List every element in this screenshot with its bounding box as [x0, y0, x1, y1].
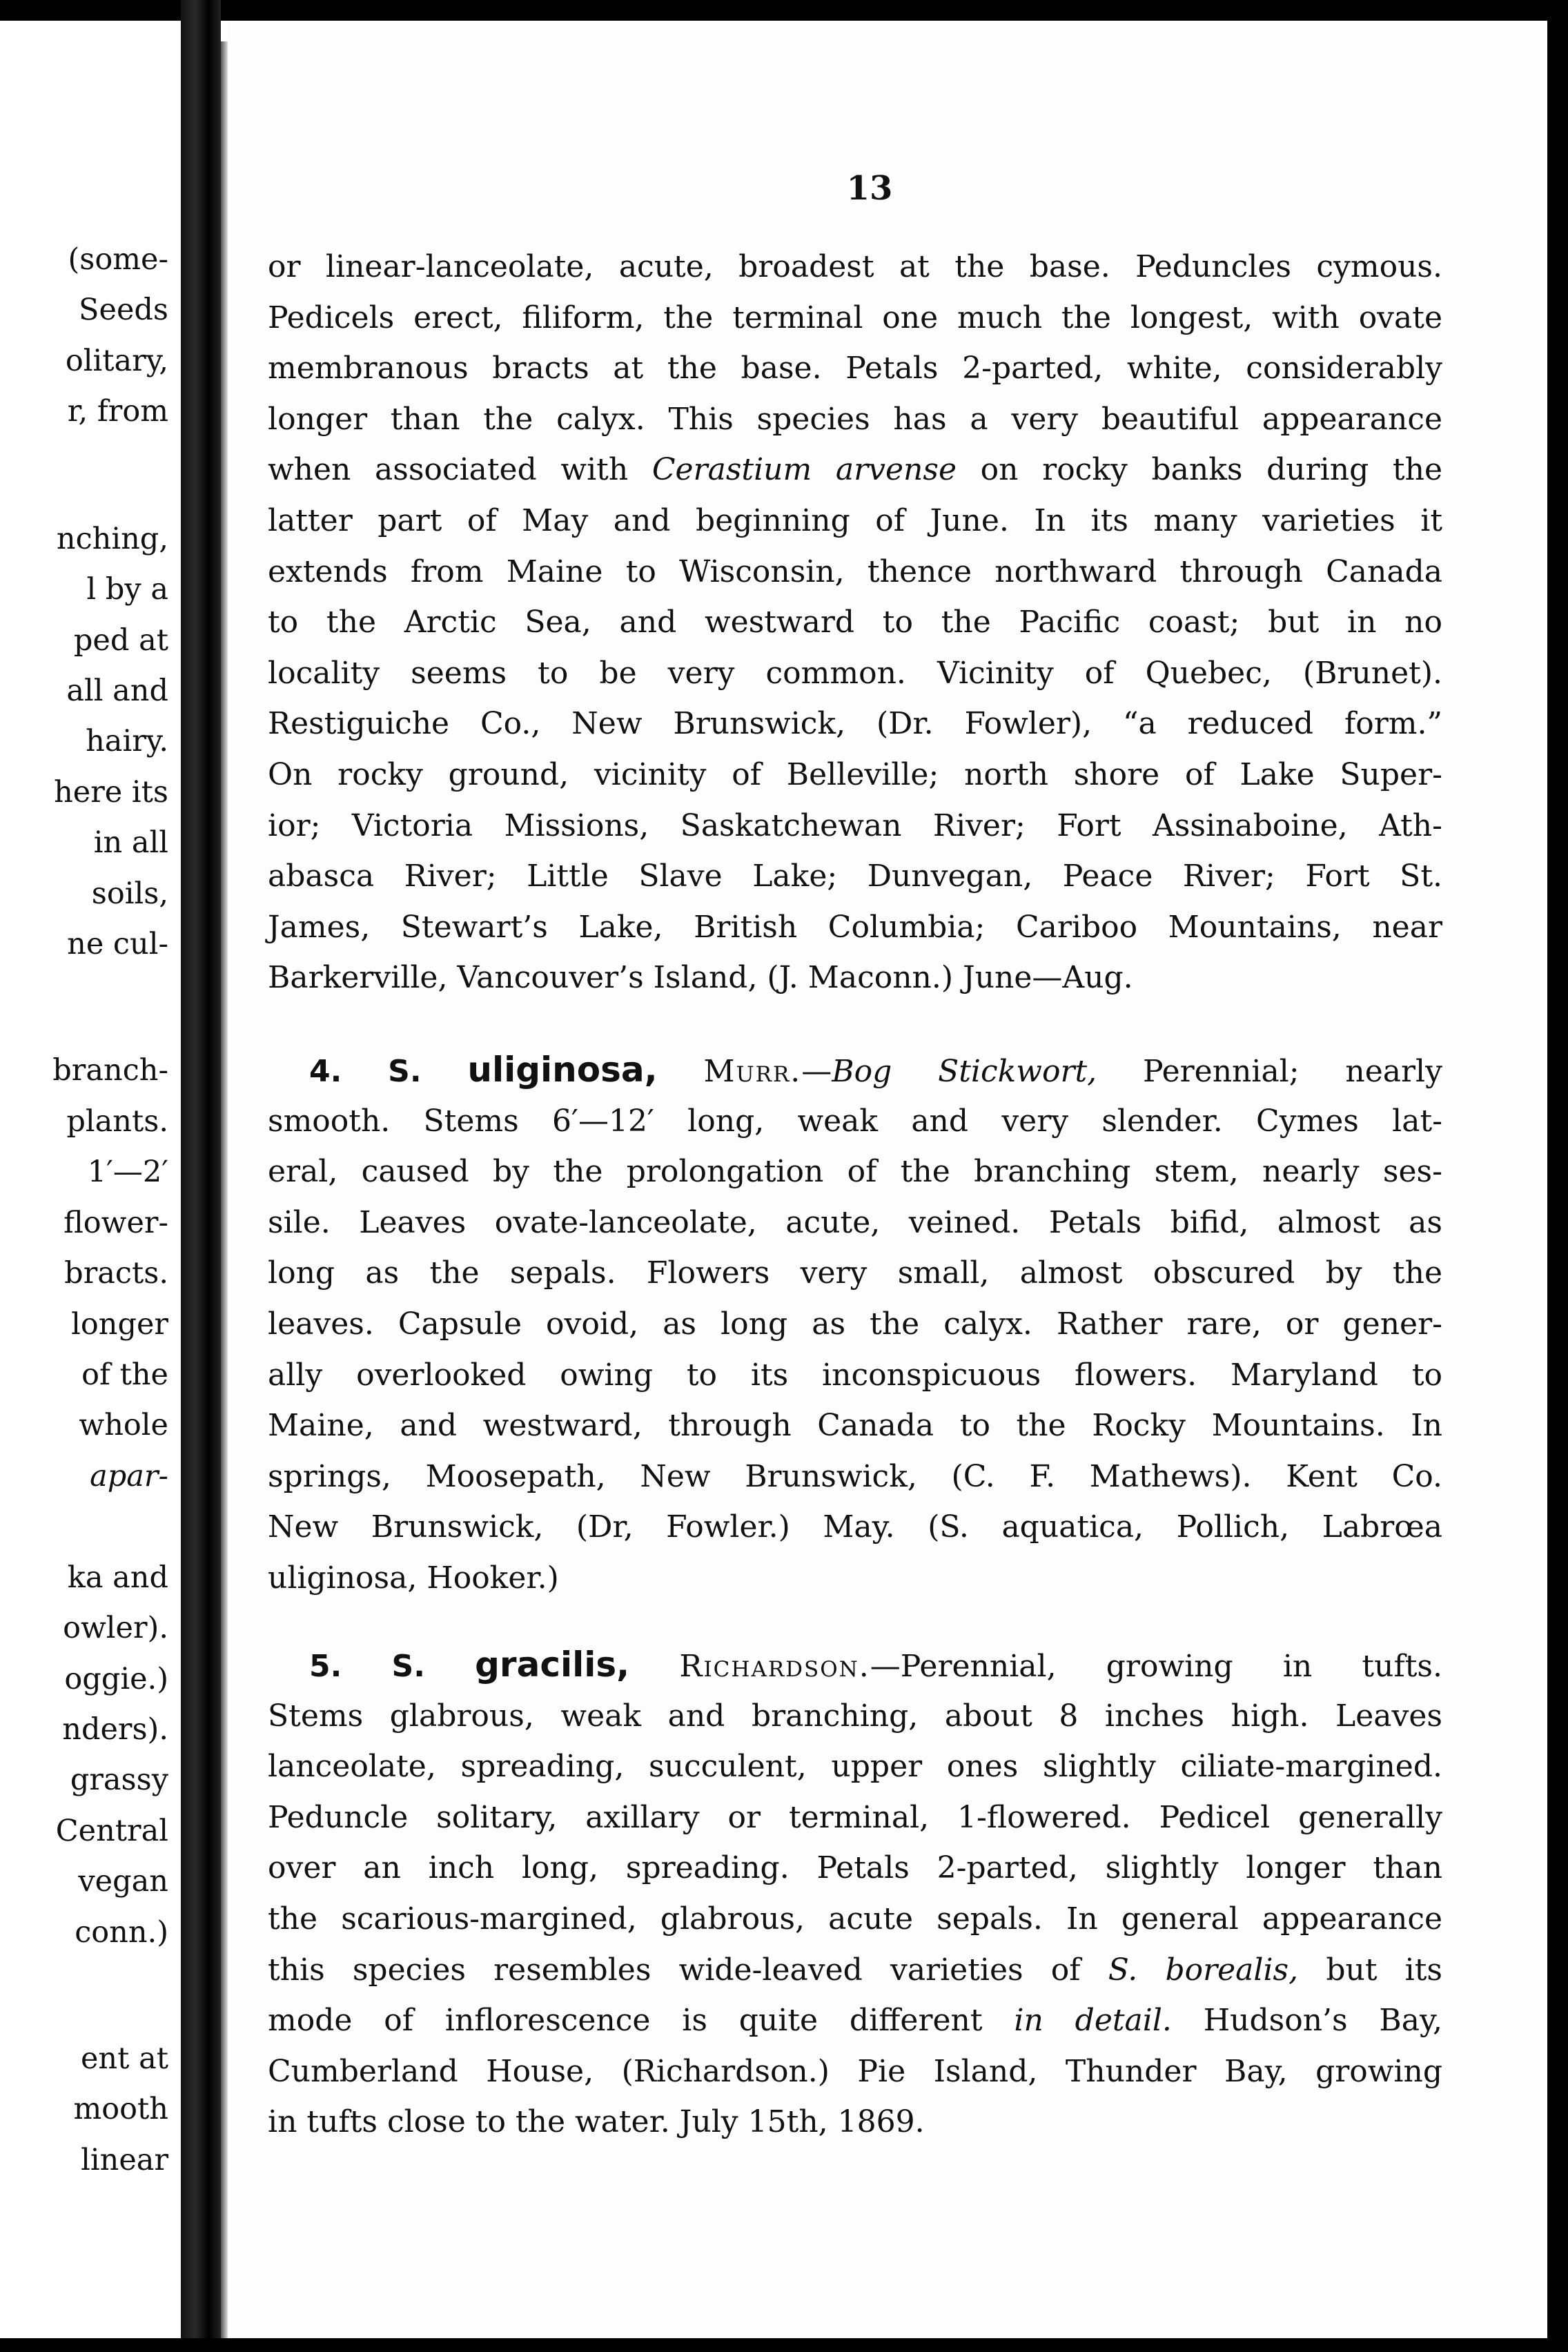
- text-line: lanceolate, spreading, succulent, upper ones slightly ciliate-margined.: [268, 1749, 1442, 1785]
- text-run: —Perennial, growing in tufts.: [870, 1649, 1442, 1684]
- species-entry-gracilis: [268, 1640, 1442, 2148]
- text-line: [268, 444, 1442, 496]
- fragment-line: r, from: [67, 394, 168, 429]
- fragment-line: ent at: [80, 2041, 168, 2076]
- text-line: sile. Leaves ovate-lanceolate, acute, veined. Petals bifid, almost as: [268, 1204, 1442, 1240]
- text-run: mode of inflorescence is quite different: [268, 2003, 1015, 2039]
- book-gutter: [181, 0, 221, 2352]
- text-line: latter part of May and beginning of June. In its many varieties it: [268, 502, 1442, 538]
- continuation-paragraph: [268, 242, 1442, 1003]
- text-line: [268, 1945, 1442, 1996]
- fragment-line: soils,: [91, 876, 168, 911]
- author-name: Richardson.: [679, 1649, 870, 1684]
- fragment-line: plants.: [66, 1104, 168, 1139]
- text-line: Cumberland House, (Richardson.) Pie Island, Thunder Bay, growing: [268, 2053, 1442, 2089]
- fragment-line: oggie.): [64, 1662, 168, 1696]
- text-line: long as the sepals. Flowers very small, almost obscured by the: [268, 1255, 1442, 1291]
- fragment-line: nching,: [56, 522, 168, 556]
- fragment-line: ne cul-: [67, 927, 168, 961]
- fragment-line: flower-: [63, 1206, 168, 1240]
- text-line: ior; Victoria Missions, Saskatchewan River; Fort Assinaboine, Ath-: [268, 807, 1442, 843]
- text-line: Pedicels erect, filiform, the terminal one much the longest, with ovate: [268, 300, 1442, 335]
- species-reference: Cerastium arvense: [651, 452, 957, 488]
- fragment-line: whole: [79, 1408, 168, 1442]
- fragment-line: of the: [81, 1358, 168, 1392]
- text-line: James, Stewart’s Lake, British Columbia; Cariboo Mountains, near: [268, 909, 1442, 945]
- text-run: but its: [1298, 1952, 1443, 1988]
- fragment-line: here its: [54, 775, 168, 810]
- text-line: or linear-lanceolate, acute, broadest at the base. Peduncles cymous.: [268, 249, 1442, 284]
- fragment-line: apar-: [90, 1459, 168, 1493]
- text-line: eral, caused by the prolongation of the branching stem, nearly ses-: [268, 1154, 1442, 1190]
- fragment-line: Central: [55, 1814, 168, 1848]
- entry-number: 4.: [309, 1054, 342, 1089]
- fragment-line: Seeds: [79, 293, 168, 327]
- fragment-line: hairy.: [86, 724, 168, 758]
- text-run: on rocky banks during the: [957, 452, 1442, 488]
- fragment-line: nders).: [62, 1712, 168, 1747]
- fragment-line: ped at: [73, 623, 168, 658]
- fragment-line: longer: [71, 1307, 168, 1342]
- text-line: [268, 1995, 1442, 2046]
- fragment-line: in all: [93, 825, 168, 860]
- text-line: On rocky ground, vicinity of Belleville; north shore of Lake Super-: [268, 756, 1442, 792]
- fragment-line: grassy: [70, 1763, 168, 1797]
- fragment-line: linear: [81, 2143, 168, 2177]
- text-line: over an inch long, spreading. Petals 2-parted, slightly longer than: [268, 1850, 1442, 1886]
- scan-border-top: [0, 0, 1568, 21]
- text-line: locality seems to be very common. Vicinity of Quebec, (Brunet).: [268, 655, 1442, 691]
- scan-border-right: [1547, 0, 1568, 2352]
- fragment-line: conn.): [75, 1915, 168, 1950]
- fragment-line: olitary,: [65, 344, 168, 378]
- text-line: Stems glabrous, weak and branching, about 8 inches high. Leaves: [268, 1698, 1442, 1734]
- species-name: uliginosa,: [467, 1050, 658, 1090]
- text-line: Barkerville, Vancouver’s Island, (J. Maconn.) June—Aug.: [268, 960, 1133, 996]
- text-line: in tufts close to the water. July 15th, 1869.: [268, 2104, 925, 2140]
- text-line: New Brunswick, (Dr, Fowler.) May. (S. aquatica, Pollich, Labrœa: [268, 1509, 1442, 1545]
- fragment-line: l by a: [86, 572, 168, 607]
- scan-border-bottom: [0, 2338, 1568, 2352]
- text-line: Restiguiche Co., New Brunswick, (Dr. Fowler), “a reduced form.”: [268, 706, 1442, 742]
- emphasis: in detail.: [1014, 2003, 1172, 2039]
- fragment-line: branch-: [52, 1053, 168, 1088]
- fragment-line: bracts.: [64, 1256, 168, 1291]
- species-name: gracilis,: [475, 1645, 630, 1685]
- text-line: Peduncle solitary, axillary or terminal, 1-flowered. Pedicel generally: [268, 1799, 1442, 1835]
- fragment-line: mooth: [73, 2092, 168, 2126]
- text-line: extends from Maine to Wisconsin, thence northward through Canada: [268, 553, 1442, 589]
- text-line: abasca River; Little Slave Lake; Dunvegan, Peace River; Fort St.: [268, 859, 1442, 894]
- text-line: to the Arctic Sea, and westward to the Pacific coast; but in no: [268, 605, 1442, 640]
- text-line: uliginosa, Hooker.): [268, 1560, 559, 1596]
- common-name: Bog Stickwort,: [832, 1054, 1097, 1089]
- fragment-line: owler).: [63, 1611, 168, 1645]
- text-run: when associated with: [268, 452, 652, 488]
- text-run: Perennial; nearly: [1097, 1054, 1442, 1089]
- text-line: longer than the calyx. This species has a very beautiful appearance: [268, 401, 1442, 437]
- species-heading: [268, 1045, 1442, 1096]
- text-run: this species resembles wide-leaved varieties of: [268, 1952, 1108, 1988]
- fragment-line: 1′—2′: [87, 1155, 168, 1189]
- text-line: smooth. Stems 6′—12′ long, weak and very slender. Cymes lat-: [268, 1103, 1442, 1139]
- species-entry-uliginosa: [268, 1045, 1442, 1604]
- entry-number: 5.: [309, 1649, 342, 1684]
- text-line: membranous bracts at the base. Petals 2-parted, white, considerably: [268, 351, 1442, 386]
- facing-page-fragment: [0, 0, 181, 2352]
- text-line: the scarious-margined, glabrous, acute sepals. In general appearance: [268, 1901, 1442, 1937]
- species-reference: S. borealis,: [1108, 1952, 1299, 1988]
- page-number: 13: [846, 169, 893, 208]
- author-name: Murr.: [703, 1054, 802, 1089]
- species-heading: [268, 1640, 1442, 1691]
- fragment-line: (some-: [68, 242, 168, 277]
- text-run: Hudson’s Bay,: [1171, 2003, 1442, 2039]
- genus-abbrev: S.: [388, 1054, 422, 1089]
- dash: —: [801, 1054, 832, 1089]
- page-edge: [221, 41, 228, 2340]
- fragment-line: ka and: [67, 1560, 168, 1595]
- fragment-line: all and: [66, 674, 168, 708]
- fragment-line: vegan: [78, 1864, 168, 1899]
- text-line: leaves. Capsule ovoid, as long as the calyx. Rather rare, or gener-: [268, 1306, 1442, 1342]
- text-line: Maine, and westward, through Canada to the Rocky Mountains. In: [268, 1408, 1442, 1444]
- text-line: ally overlooked owing to its inconspicuous flowers. Maryland to: [268, 1357, 1442, 1393]
- text-line: springs, Moosepath, New Brunswick, (C. F. Mathews). Kent Co.: [268, 1458, 1442, 1494]
- genus-abbrev: S.: [391, 1649, 425, 1684]
